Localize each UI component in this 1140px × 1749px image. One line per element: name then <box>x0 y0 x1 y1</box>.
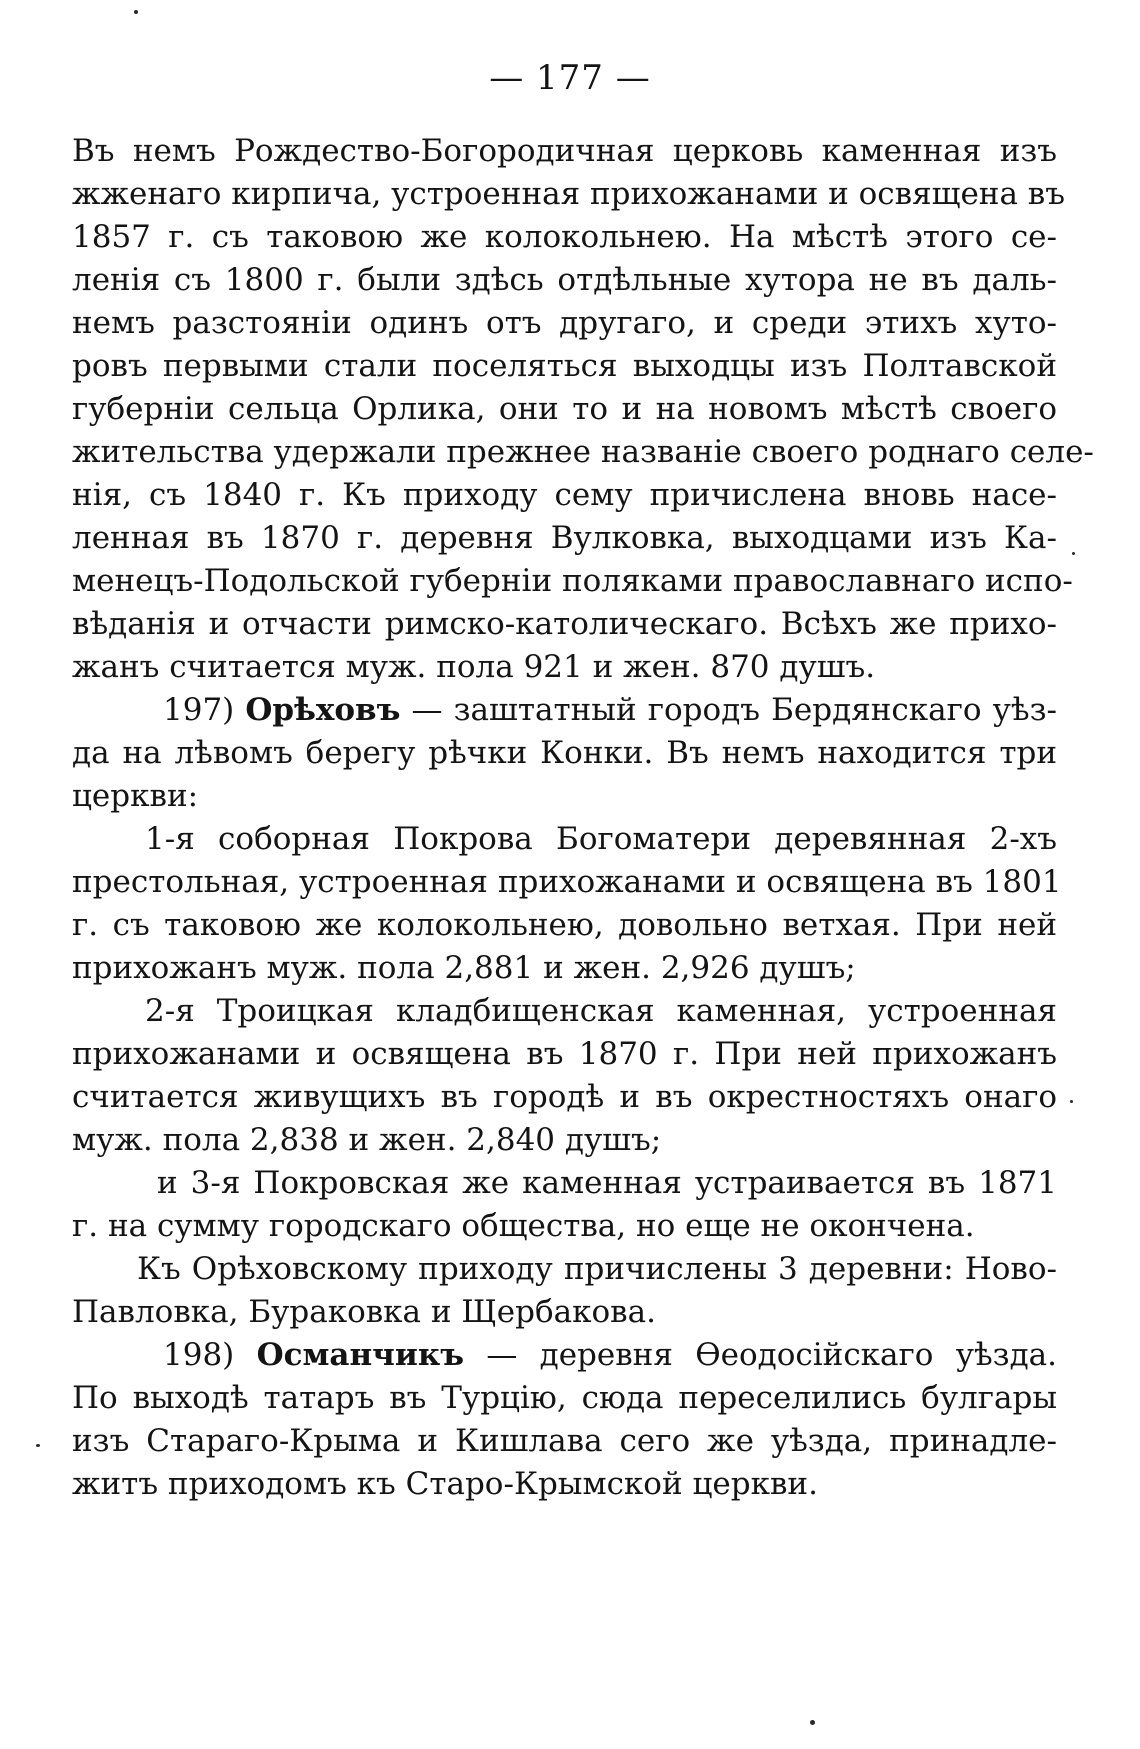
text-line: г. съ таковою же колокольнею, довольно ветхая. При ней <box>72 907 1057 943</box>
text-line: ленная въ 1870 г. деревня Вулковка, выходцами изъ Ка- <box>72 520 1057 556</box>
text-line: менецъ-Подольской губерніи поляками православнаго испо- <box>72 563 1073 599</box>
text-line: считается живущихъ въ городѣ и въ окрестностяхъ онаго <box>72 1079 1057 1115</box>
text-line: 1857 г. съ таковою же колокольнею. На мѣстѣ этого се- <box>72 219 1057 255</box>
entry-description: — заштатный городъ Бердянскаго уѣз- <box>400 692 1057 728</box>
text-line: ровъ первыми стали поселяться выходцы изъ Полтавской <box>72 348 1057 384</box>
text-line: муж. пола 2,838 и жен. 2,840 душъ; <box>72 1122 662 1158</box>
text-line: г. на сумму городскаго общества, но еще не окончена. <box>72 1208 975 1244</box>
text-line: 1-я соборная Покрова Богоматери деревянная 2-хъ <box>145 821 1057 857</box>
scan-speck <box>810 1720 815 1725</box>
text-line: и 3-я Покровская же каменная устраивается въ 1871 <box>157 1165 1057 1201</box>
text-line: ленія съ 1800 г. были здѣсь отдѣльные хутора не въ даль- <box>72 262 1057 298</box>
text-line: жанъ считается муж. пола 921 и жен. 870 душъ. <box>72 649 876 685</box>
page-number: — 177 — <box>489 58 651 98</box>
scan-speck <box>1072 552 1075 555</box>
text-line: 2-я Троицкая кладбищенская каменная, устроенная <box>145 993 1057 1029</box>
scan-speck <box>1070 1100 1073 1103</box>
text-line: Павловка, Бураковка и Щербакова. <box>72 1294 656 1330</box>
text-line: губерніи сельца Орлика, они то и на новомъ мѣстѣ своего <box>72 391 1057 427</box>
text-line: житъ приходомъ къ Старо-Крымской церкви. <box>72 1466 818 1502</box>
text-line: да на лѣвомъ берегу рѣчки Конки. Въ немъ находится три <box>72 735 1057 771</box>
text-line: престольная, устроенная прихожанами и освящена въ 1801 <box>72 864 1062 900</box>
entry-number: 197) <box>163 692 235 728</box>
text-line: По выходѣ татаръ въ Турцію, сюда переселились булгары <box>72 1380 1057 1416</box>
scan-speck <box>36 1444 40 1447</box>
text-line: вѣданія и отчасти римско-католическаго. Всѣхъ же прихо- <box>72 606 1057 642</box>
text-line: прихожанами и освящена въ 1870 г. При ней прихожанъ <box>72 1036 1057 1072</box>
text-line: изъ Стараго-Крыма и Кишлава сего же уѣзда, принадле- <box>72 1423 1057 1459</box>
text-line: нія, съ 1840 г. Къ приходу сему причислена вновь насе- <box>72 477 1057 513</box>
entry-197-heading <box>163 690 1057 730</box>
text-line: прихожанъ муж. пола 2,881 и жен. 2,926 душъ; <box>72 950 856 986</box>
entry-title: Османчикъ <box>256 1337 465 1373</box>
scan-speck <box>134 10 138 14</box>
text-line: немъ разстояніи одинъ отъ другаго, и среди этихъ хуто- <box>72 305 1057 341</box>
entry-number: 198) <box>163 1337 235 1373</box>
text-line: церкви: <box>72 778 199 814</box>
text-line: жженаго кирпича, устроенная прихожанами и освящена въ <box>72 176 1065 212</box>
entry-description: — деревня Ѳеодосійскаго уѣзда. <box>464 1337 1058 1373</box>
text-line: Къ Орѣховскому приходу причислены 3 деревни: Ново- <box>137 1251 1057 1287</box>
entry-title: Орѣховъ <box>245 692 401 728</box>
text-line: жительства удержали прежнее названіе своего роднаго селе- <box>72 434 1094 470</box>
text-line: Въ немъ Рождество-Богородичная церковь каменная изъ <box>72 133 1057 169</box>
entry-198-heading <box>163 1335 1057 1375</box>
